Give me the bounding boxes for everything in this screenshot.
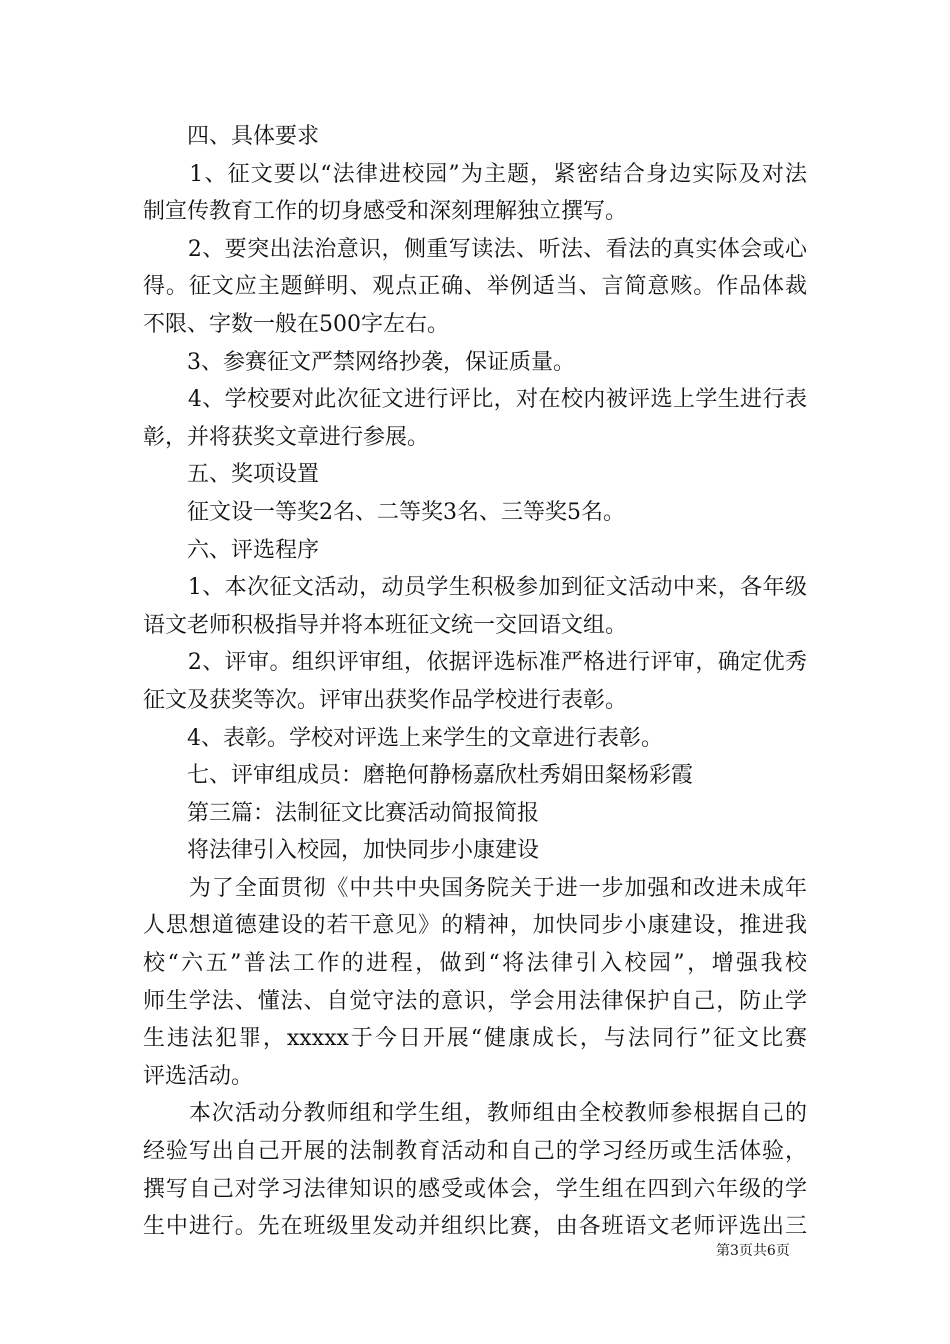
text-line-27: 本次活动分教师组和学生组，教师组由全校教师参根据自己的 xyxy=(143,1101,807,1127)
text-line-7: 3、参赛征文严禁网络抄袭，保证质量。 xyxy=(143,349,575,375)
text-line-30: 生中进行。先在班级里发动并组织比赛，由各班语文老师评选出三 xyxy=(143,1214,807,1240)
text-line-29: 撰写自己对学习法律知识的感受或体会，学生组在四到六年级的学 xyxy=(143,1176,807,1202)
text-line-22: 人思想道德建设的若干意见》的精神，加快同步小康建设，推进我 xyxy=(143,913,807,939)
text-line-12: 六、评选程序 xyxy=(143,537,320,563)
text-line-6: 不限、字数一般在500字左右。 xyxy=(143,311,449,337)
text-line-25: 生违法犯罪，xxxxx于今日开展“健康成长，与法同行”征文比赛 xyxy=(143,1026,807,1052)
text-line-5: 得。征文应主题鲜明、观点正确、举例适当、言简意赅。作品体裁 xyxy=(143,274,807,300)
text-line-13: 1、本次征文活动，动员学生积极参加到征文活动中来，各年级 xyxy=(143,575,807,601)
document-body xyxy=(143,118,807,1246)
text-line-15: 2、评审。组织评审组，依据评选标准严格进行评审，确定优秀 xyxy=(143,650,807,676)
text-line-20: 将法律引入校园，加快同步小康建设 xyxy=(143,838,540,864)
text-line-11: 征文设一等奖2名、二等奖3名、三等奖5名。 xyxy=(143,499,625,525)
text-line-8: 4、学校要对此次征文进行评比，对在校内被评选上学生进行表 xyxy=(143,387,807,413)
text-line-2: 1、征文要以“法律进校园”为主题，紧密结合身边实际及对法 xyxy=(143,161,807,187)
text-line-14: 语文老师积极指导并将本班征文统一交回语文组。 xyxy=(143,612,628,638)
text-line-26: 评选活动。 xyxy=(143,1063,254,1089)
text-line-28: 经验写出自己开展的法制教育活动和自己的学习经历或生活体验， xyxy=(143,1139,807,1165)
text-line-23: 校“六五”普法工作的进程，做到“将法律引入校园”，增强我校 xyxy=(143,951,807,977)
text-line-19: 第三篇：法制征文比赛活动简报简报 xyxy=(143,800,540,826)
text-line-16: 征文及获奖等次。评审出获奖作品学校进行表彰。 xyxy=(143,687,628,713)
text-line-10: 五、奖项设置 xyxy=(143,462,320,488)
text-line-17: 4、表彰。学校对评选上来学生的文章进行表彰。 xyxy=(143,725,663,751)
text-line-4: 2、要突出法治意识，侧重写读法、听法、看法的真实体会或心 xyxy=(143,236,807,262)
text-line-9: 彰，并将获奖文章进行参展。 xyxy=(143,424,430,450)
text-line-1: 四、具体要求 xyxy=(143,124,320,149)
text-line-24: 师生学法、懂法、自觉守法的意识，学会用法律保护自己，防止学 xyxy=(143,988,807,1014)
text-line-18: 七、评审组成员：磨艳何静杨嘉欣杜秀娟田粲杨彩霞 xyxy=(143,763,694,789)
text-line-21: 为了全面贯彻《中共中央国务院关于进一步加强和改进未成年 xyxy=(143,875,807,901)
page-number-footer: 第3页共6页 xyxy=(716,1243,790,1259)
text-line-3: 制宣传教育工作的切身感受和深刻理解独立撰写。 xyxy=(143,199,628,225)
